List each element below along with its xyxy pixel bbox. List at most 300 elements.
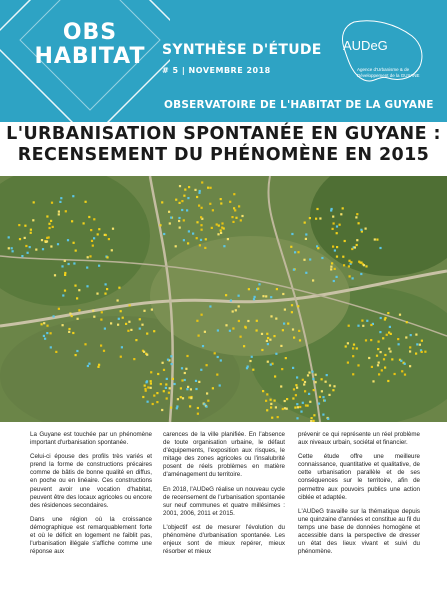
building-marker xyxy=(130,329,132,331)
building-marker xyxy=(297,251,299,253)
building-marker xyxy=(128,321,130,323)
building-marker xyxy=(58,213,60,215)
building-marker xyxy=(190,397,192,399)
building-marker xyxy=(76,350,78,352)
building-marker xyxy=(181,200,183,202)
building-marker xyxy=(77,318,79,320)
building-marker xyxy=(30,229,32,231)
building-marker xyxy=(168,211,170,213)
building-marker xyxy=(105,283,107,285)
building-marker xyxy=(332,389,334,391)
building-marker xyxy=(368,357,370,359)
building-marker xyxy=(356,244,358,246)
building-marker xyxy=(144,385,146,387)
building-marker xyxy=(58,308,60,310)
building-marker xyxy=(238,295,240,297)
building-marker xyxy=(92,245,94,247)
building-marker xyxy=(44,338,46,340)
paragraph: L'AUDeG travaille sur la thématique depuis une quinzaine d'années et constitue au fil du temps une base de données homogène et accessible dans la perspective de dresser un état des lieux vivant et suivi du phénomène. xyxy=(298,507,420,556)
building-marker xyxy=(161,201,163,203)
building-marker xyxy=(50,346,52,348)
building-marker xyxy=(98,228,100,230)
building-marker xyxy=(330,268,332,270)
building-marker xyxy=(220,232,222,234)
building-marker xyxy=(405,336,407,338)
building-marker xyxy=(275,318,277,320)
building-marker xyxy=(382,337,384,339)
building-marker xyxy=(331,208,333,210)
building-marker xyxy=(348,260,350,262)
building-marker xyxy=(127,330,129,332)
building-marker xyxy=(41,239,43,241)
building-marker xyxy=(308,372,310,374)
building-marker xyxy=(172,378,174,380)
building-marker xyxy=(110,322,112,324)
building-marker xyxy=(361,320,363,322)
building-marker xyxy=(398,343,400,345)
building-marker xyxy=(315,374,317,376)
building-marker xyxy=(201,207,203,209)
building-marker xyxy=(8,247,10,249)
building-marker xyxy=(168,392,170,394)
building-marker xyxy=(178,220,180,222)
building-marker xyxy=(165,383,167,385)
building-marker xyxy=(390,333,392,335)
building-marker xyxy=(201,314,203,316)
building-marker xyxy=(87,365,89,367)
building-marker xyxy=(43,322,45,324)
building-marker xyxy=(96,293,98,295)
building-marker xyxy=(238,320,240,322)
building-marker xyxy=(106,288,108,290)
building-marker xyxy=(240,336,242,338)
building-marker xyxy=(227,238,229,240)
building-marker xyxy=(72,195,74,197)
building-marker xyxy=(389,350,391,352)
building-marker xyxy=(313,414,315,416)
building-marker xyxy=(243,345,245,347)
building-marker xyxy=(209,203,211,205)
building-marker xyxy=(219,384,221,386)
building-marker xyxy=(205,406,207,408)
building-marker xyxy=(409,350,411,352)
building-marker xyxy=(76,297,78,299)
building-marker xyxy=(139,318,141,320)
building-marker xyxy=(196,221,198,223)
building-marker xyxy=(232,327,234,329)
building-marker xyxy=(308,393,310,395)
building-marker xyxy=(363,264,365,266)
building-marker xyxy=(150,387,152,389)
building-marker xyxy=(65,210,67,212)
building-marker xyxy=(372,380,374,382)
building-marker xyxy=(180,387,182,389)
building-marker xyxy=(217,329,219,331)
building-marker xyxy=(254,296,256,298)
building-marker xyxy=(409,346,411,348)
aerial-photo-icon xyxy=(0,176,447,422)
building-marker xyxy=(380,317,382,319)
building-marker xyxy=(233,193,235,195)
building-marker xyxy=(270,364,272,366)
building-marker xyxy=(175,245,177,247)
building-marker xyxy=(118,287,120,289)
building-marker xyxy=(324,400,326,402)
building-marker xyxy=(64,274,66,276)
building-marker xyxy=(101,311,103,313)
building-marker xyxy=(284,407,286,409)
building-marker xyxy=(217,233,219,235)
building-marker xyxy=(383,358,385,360)
building-marker xyxy=(360,273,362,275)
building-marker xyxy=(322,396,324,398)
building-marker xyxy=(348,265,350,267)
building-marker xyxy=(220,359,222,361)
building-marker xyxy=(296,376,298,378)
building-marker xyxy=(161,409,163,411)
building-marker xyxy=(220,202,222,204)
title-line-1: L'URBANISATION SPONTANÉE EN GUYANE : xyxy=(6,124,441,144)
building-marker xyxy=(75,354,77,356)
building-marker xyxy=(198,381,200,383)
building-marker xyxy=(378,341,380,343)
building-marker xyxy=(377,364,379,366)
building-marker xyxy=(296,387,298,389)
building-marker xyxy=(183,195,185,197)
building-marker xyxy=(293,337,295,339)
building-marker xyxy=(97,366,99,368)
building-marker xyxy=(147,386,149,388)
building-marker xyxy=(111,249,113,251)
building-marker xyxy=(345,345,347,347)
building-marker xyxy=(275,353,277,355)
building-marker xyxy=(89,255,91,257)
building-marker xyxy=(257,288,259,290)
building-marker xyxy=(315,218,317,220)
building-marker xyxy=(333,222,335,224)
building-marker xyxy=(169,222,171,224)
building-marker xyxy=(68,328,70,330)
building-marker xyxy=(311,417,313,419)
building-marker xyxy=(258,283,260,285)
building-marker xyxy=(298,330,300,332)
building-marker xyxy=(404,363,406,365)
building-marker xyxy=(251,356,253,358)
building-marker xyxy=(73,242,75,244)
building-marker xyxy=(336,225,338,227)
building-marker xyxy=(170,217,172,219)
building-marker xyxy=(410,334,412,336)
issue-number: # 5 | NOVEMBRE 2018 xyxy=(162,66,271,75)
building-marker xyxy=(50,332,52,334)
building-marker xyxy=(209,305,211,307)
building-marker xyxy=(133,358,135,360)
building-marker xyxy=(234,209,236,211)
building-marker xyxy=(139,328,141,330)
building-marker xyxy=(11,247,13,249)
building-marker xyxy=(344,240,346,242)
building-marker xyxy=(186,209,188,211)
building-marker xyxy=(347,362,349,364)
building-marker xyxy=(118,318,120,320)
building-marker xyxy=(281,368,283,370)
building-marker xyxy=(170,407,172,409)
building-marker xyxy=(200,224,202,226)
building-marker xyxy=(291,304,293,306)
building-marker xyxy=(310,420,312,422)
building-marker xyxy=(304,381,306,383)
building-marker xyxy=(210,187,212,189)
building-marker xyxy=(194,189,196,191)
building-marker xyxy=(35,249,37,251)
building-marker xyxy=(386,334,388,336)
building-marker xyxy=(415,353,417,355)
building-marker xyxy=(309,217,311,219)
building-marker xyxy=(267,337,269,339)
building-marker xyxy=(399,314,401,316)
building-marker xyxy=(190,388,192,390)
building-marker xyxy=(19,238,21,240)
building-marker xyxy=(240,219,242,221)
building-marker xyxy=(247,320,249,322)
building-marker xyxy=(321,390,323,392)
building-marker xyxy=(90,229,92,231)
building-marker xyxy=(223,227,225,229)
building-marker xyxy=(270,406,272,408)
building-marker xyxy=(333,385,335,387)
building-marker xyxy=(387,312,389,314)
building-marker xyxy=(316,208,318,210)
building-marker xyxy=(394,373,396,375)
building-marker xyxy=(100,345,102,347)
building-marker xyxy=(205,238,207,240)
building-marker xyxy=(46,240,48,242)
building-marker xyxy=(305,233,307,235)
building-marker xyxy=(151,309,153,311)
paragraph: En 2018, l'AUDeG réalise un nouveau cycle de recensement de l'urbanisation spontanée sur neuf communes et quatre millésimes : 2001, 2006, 2011 et 2015. xyxy=(163,485,285,517)
building-marker xyxy=(207,187,209,189)
building-marker xyxy=(415,334,417,336)
building-marker xyxy=(292,367,294,369)
building-marker xyxy=(179,202,181,204)
building-marker xyxy=(416,343,418,345)
building-marker xyxy=(180,396,182,398)
building-marker xyxy=(147,401,149,403)
building-marker xyxy=(146,333,148,335)
building-marker xyxy=(55,351,57,353)
building-marker xyxy=(296,417,298,419)
building-marker xyxy=(269,339,271,341)
building-marker xyxy=(108,238,110,240)
building-marker xyxy=(50,220,52,222)
building-marker xyxy=(120,356,122,358)
audeg-logo xyxy=(334,20,434,100)
building-marker xyxy=(181,379,183,381)
building-marker xyxy=(305,238,307,240)
building-marker xyxy=(162,362,164,364)
building-marker xyxy=(238,305,240,307)
building-marker xyxy=(356,213,358,215)
building-marker xyxy=(143,351,145,353)
building-marker xyxy=(41,323,43,325)
building-marker xyxy=(98,364,100,366)
building-marker xyxy=(64,272,66,274)
building-marker xyxy=(265,400,267,402)
building-marker xyxy=(150,371,152,373)
building-marker xyxy=(223,245,225,247)
building-marker xyxy=(217,356,219,358)
building-marker xyxy=(270,315,272,317)
building-marker xyxy=(198,205,200,207)
building-marker xyxy=(365,339,367,341)
building-marker xyxy=(197,413,199,415)
building-marker xyxy=(328,394,330,396)
building-marker xyxy=(387,380,389,382)
building-marker xyxy=(186,355,188,357)
building-marker xyxy=(189,405,191,407)
building-marker xyxy=(64,260,66,262)
building-marker xyxy=(339,224,341,226)
building-marker xyxy=(21,255,23,257)
building-marker xyxy=(103,350,105,352)
building-marker xyxy=(377,348,379,350)
building-marker xyxy=(30,232,32,234)
building-marker xyxy=(54,274,56,276)
building-marker xyxy=(252,369,254,371)
building-marker xyxy=(49,227,51,229)
building-marker xyxy=(274,375,276,377)
building-marker xyxy=(121,346,123,348)
building-marker xyxy=(303,259,305,261)
building-marker xyxy=(406,321,408,323)
building-marker xyxy=(265,295,267,297)
paragraph: Celui-ci épouse des profils très variés et prend la forme de constructions précaires comme de bâtis de bonne qualité en diffus, en poche ou en linéaire. Ces constructions peuvent avoir une vocation d'habitat, peuvent être des locaux agricoles ou encore des résidences secondaires. xyxy=(30,453,152,509)
building-marker xyxy=(152,403,154,405)
building-marker xyxy=(305,404,307,406)
building-marker xyxy=(381,369,383,371)
building-marker xyxy=(170,355,172,357)
building-marker xyxy=(262,295,264,297)
building-marker xyxy=(61,265,63,267)
building-marker xyxy=(340,213,342,215)
building-marker xyxy=(421,351,423,353)
building-marker xyxy=(198,335,200,337)
building-marker xyxy=(125,323,127,325)
building-marker xyxy=(266,340,268,342)
building-marker xyxy=(117,324,119,326)
aerial-photo xyxy=(0,176,447,422)
logo-line-1: OBS xyxy=(62,20,118,45)
building-marker xyxy=(233,207,235,209)
building-marker xyxy=(295,394,297,396)
title-line-2: RECENSEMENT DU PHÉNOMÈNE EN 2015 xyxy=(17,145,430,165)
building-marker xyxy=(376,355,378,357)
logo-line-2: HABITAT xyxy=(34,44,146,69)
paragraph: carences de la ville planifiée. En l'absence de toute organisation urbaine, le défaut d'équipements, l'exposition aux risques, le mitage des zones agricoles ou l'insalubrité posent de réels problèmes en matière d'aménagement du territoire. xyxy=(163,431,285,479)
building-marker xyxy=(200,239,202,241)
agency-subtitle: Agence d'Urbanisme & de Développement de la GUYANE xyxy=(357,67,420,78)
building-marker xyxy=(332,216,334,218)
building-marker xyxy=(409,365,411,367)
text-column-2 xyxy=(163,431,285,562)
building-marker xyxy=(187,386,189,388)
building-marker xyxy=(400,360,402,362)
building-marker xyxy=(334,268,336,270)
building-marker xyxy=(46,215,48,217)
building-marker xyxy=(342,207,344,209)
building-marker xyxy=(274,400,276,402)
building-marker xyxy=(299,339,301,341)
building-marker xyxy=(221,222,223,224)
building-marker xyxy=(185,368,187,370)
page-title xyxy=(0,124,447,166)
body-text xyxy=(30,431,426,600)
building-marker xyxy=(74,285,76,287)
building-marker xyxy=(88,216,90,218)
building-marker xyxy=(352,277,354,279)
building-marker xyxy=(342,256,344,258)
building-marker xyxy=(105,234,107,236)
building-marker xyxy=(87,256,89,258)
building-marker xyxy=(91,240,93,242)
building-marker xyxy=(294,251,296,253)
building-marker xyxy=(275,406,277,408)
building-marker xyxy=(163,390,165,392)
building-marker xyxy=(325,381,327,383)
building-marker xyxy=(277,416,279,418)
building-marker xyxy=(256,320,258,322)
building-marker xyxy=(300,411,302,413)
building-marker xyxy=(360,229,362,231)
building-marker xyxy=(179,227,181,229)
building-marker xyxy=(86,267,88,269)
paragraph: L'objectif est de mesurer l'évolution du phénomène d'urbanisation spontanée. Les enjeux sont de mieux repérer, mieux résorber et mieux xyxy=(163,523,285,556)
building-marker xyxy=(333,280,335,282)
building-marker xyxy=(238,205,240,207)
building-marker xyxy=(321,257,323,259)
building-marker xyxy=(358,222,360,224)
building-marker xyxy=(326,374,328,376)
building-marker xyxy=(283,323,285,325)
building-marker xyxy=(68,263,70,265)
building-marker xyxy=(197,407,199,409)
building-marker xyxy=(160,383,162,385)
building-marker xyxy=(24,237,26,239)
building-marker xyxy=(207,400,209,402)
building-marker xyxy=(188,230,190,232)
building-marker xyxy=(303,383,305,385)
building-marker xyxy=(232,310,234,312)
building-marker xyxy=(206,392,208,394)
building-marker xyxy=(92,310,94,312)
building-marker xyxy=(73,262,75,264)
building-marker xyxy=(129,304,131,306)
building-marker xyxy=(312,378,314,380)
building-marker xyxy=(195,380,197,382)
building-marker xyxy=(186,388,188,390)
building-marker xyxy=(315,381,317,383)
building-marker xyxy=(83,222,85,224)
building-marker xyxy=(253,298,255,300)
building-marker xyxy=(318,403,320,405)
building-marker xyxy=(304,390,306,392)
building-marker xyxy=(235,217,237,219)
building-marker xyxy=(53,315,55,317)
building-marker xyxy=(183,219,185,221)
building-marker xyxy=(84,343,86,345)
building-marker xyxy=(292,328,294,330)
building-marker xyxy=(256,329,258,331)
